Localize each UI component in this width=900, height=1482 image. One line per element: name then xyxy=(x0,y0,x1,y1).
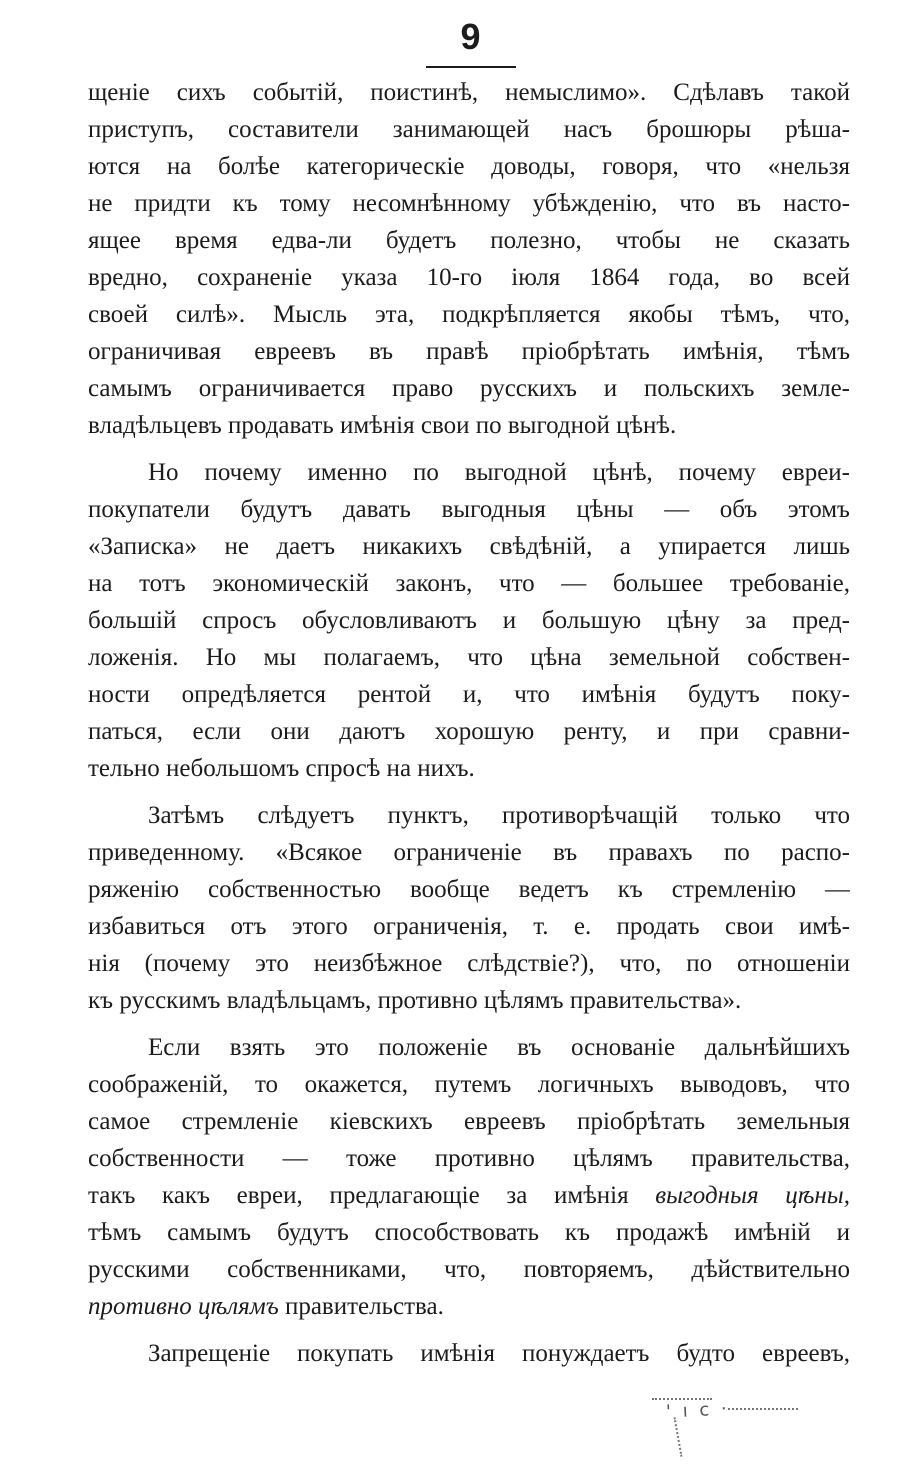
stamp-mark xyxy=(674,1417,683,1457)
stamp-mark xyxy=(652,1398,712,1400)
italic-phrase: выгодныя цѣны, xyxy=(655,1182,850,1209)
stamp-text: ' ı c · xyxy=(665,1398,731,1423)
text-line: ложенія. Но мы полагаемъ, что цѣна земельной собствен- xyxy=(88,644,850,671)
text-line: приступъ, составители занимающей насъ брошюры рѣша- xyxy=(88,116,850,143)
library-stamp xyxy=(648,1396,818,1476)
text-segment: правительства. xyxy=(284,1293,444,1320)
text-line: покупатели будутъ давать выгодныя цѣны — объ этомъ xyxy=(88,496,850,523)
text-line: ности опредѣляется рентой и, что имѣнія будутъ поку- xyxy=(88,681,850,708)
text-line: своей силѣ». Мысль эта, подкрѣпляется якобы тѣмъ, что, xyxy=(88,301,850,328)
text-segment: такъ какъ евреи, предлагающіе за имѣнія xyxy=(88,1182,629,1209)
page-number: 9 xyxy=(460,16,482,57)
paragraph-3 xyxy=(88,797,850,1019)
text-line: Затѣмъ слѣдуетъ пунктъ, противорѣчащій только что xyxy=(148,802,850,829)
text-line: нія (почему это неизбѣжное слѣдствіе?), что, по отношеніи xyxy=(88,950,850,977)
text-line: тельно небольшомъ спросѣ на нихъ. xyxy=(88,755,475,782)
stamp-mark xyxy=(728,1408,798,1410)
text-line: самое стремленіе кіевскихъ евреевъ пріобрѣтать земельныя xyxy=(88,1108,850,1135)
paragraph-5 xyxy=(88,1335,850,1372)
text-line: вредно, сохраненіе указа 10-го іюля 1864 года, во всей xyxy=(88,264,850,291)
text-line: ются на болѣе категорическіе доводы, говоря, что «нельзя xyxy=(88,153,850,180)
text-line: тѣмъ самымъ будутъ способствовать къ продажѣ имѣній и xyxy=(88,1219,850,1246)
paragraph-1 xyxy=(88,74,850,444)
text-line: щеніе сихъ событій, поистинѣ, немыслимо». Сдѣлавъ такой xyxy=(88,79,850,106)
text-line: на тотъ экономическій законъ, что — большее требованіе, xyxy=(88,570,850,597)
text-line: соображеній, то окажется, путемъ логичныхъ выводовъ, что xyxy=(88,1071,850,1098)
text-line: «Записка» не даетъ никакихъ свѣдѣній, а упирается лишь xyxy=(88,533,850,560)
header-rule xyxy=(426,66,516,68)
text-line: паться, если они даютъ хорошую ренту, и при сравни- xyxy=(88,718,850,745)
text-line: избавиться отъ этого ограниченія, т. е. продать свои имѣ- xyxy=(88,913,850,940)
text-line: ящее время едва-ли будетъ полезно, чтобы не сказать xyxy=(88,227,850,254)
text-line: большій спросъ обусловливаютъ и большую цѣну за пред- xyxy=(88,607,850,634)
paragraph-4 xyxy=(88,1029,850,1325)
body-text xyxy=(88,74,850,1372)
text-line: владѣльцевъ продавать имѣнія свои по выгодной цѣнѣ. xyxy=(88,412,677,439)
text-line: не придти къ тому несомнѣнному убѣжденію, что въ насто- xyxy=(88,190,850,217)
text-line: самымъ ограничивается право русскихъ и польскихъ земле- xyxy=(88,375,850,402)
text-line: приведенному. «Всякое ограниченіе въ правахъ по распо- xyxy=(88,839,850,866)
text-line: Если взять это положеніе въ основаніе дальнѣйшихъ xyxy=(148,1034,850,1061)
italic-phrase: противно цѣлямъ xyxy=(88,1293,279,1320)
text-line: ограничивая евреевъ въ правѣ пріобрѣтать имѣнія, тѣмъ xyxy=(88,338,850,365)
text-line: русскими собственниками, что, повторяемъ, дѣйствительно xyxy=(88,1256,850,1283)
text-line: собственности — тоже противно цѣлямъ правительства, xyxy=(88,1145,850,1172)
text-line: къ русскимъ владѣльцамъ, противно цѣлямъ правительства». xyxy=(88,987,742,1014)
text-line: Запрещеніе покупать имѣнія понуждаетъ будто евреевъ, xyxy=(148,1340,850,1367)
text-line xyxy=(88,1177,850,1214)
text-line xyxy=(88,1288,850,1325)
text-line: Но почему именно по выгодной цѣнѣ, почему евреи- xyxy=(148,459,850,486)
text-line: ряженію собственностью вообще ведетъ къ стремленію — xyxy=(88,876,850,903)
paragraph-2 xyxy=(88,454,850,787)
